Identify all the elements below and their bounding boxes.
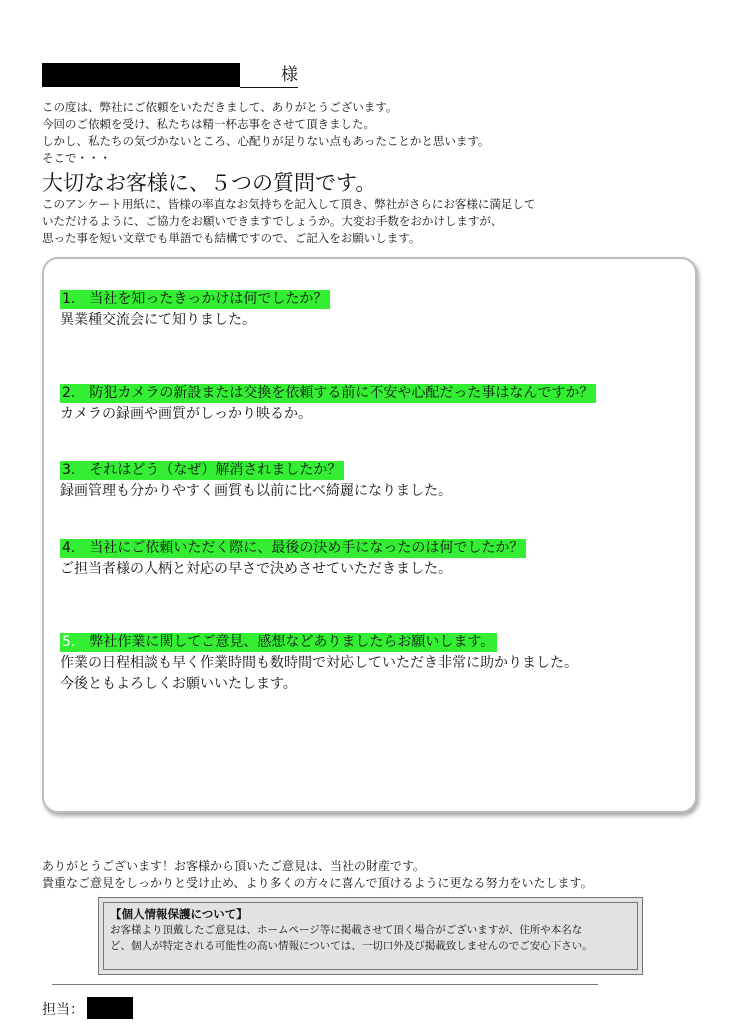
question-1 bbox=[60, 290, 330, 309]
question-number: 5. bbox=[62, 634, 76, 650]
question-number: 2. bbox=[62, 385, 76, 401]
answer-1: 異業種交流会にて知りました。 bbox=[60, 312, 256, 328]
answer-5-line-2: 今後ともよろしくお願いいたします。 bbox=[60, 676, 297, 692]
privacy-line-1: お客様より頂戴したご意見は、ホームページ等に掲載させて頂く場合がございますが、住所や本名な bbox=[110, 924, 583, 936]
answer-2: カメラの録画や画質がしっかり映るか。 bbox=[60, 406, 312, 422]
intro-line-1: この度は、弊社にご依頼をいただきまして、ありがとうございます。 bbox=[42, 100, 398, 114]
privacy-title: 【個人情報保護について】 bbox=[110, 907, 248, 921]
intro-line-4: そこで・・・ bbox=[42, 151, 111, 165]
answer-4: ご担当者様の人柄と対応の早さで決めさせていただきました。 bbox=[60, 561, 452, 577]
answer-5-line-1: 作業の日程相談も早く作業時間も数時間で対応していただき非常に助かりました。 bbox=[60, 655, 578, 671]
survey-box bbox=[42, 257, 697, 813]
request-line-1: このアンケート用紙に、皆様の率直なお気持ちを記入して頂き、弊社がさらにお客様に満足して bbox=[42, 197, 536, 211]
intro-line-3: しかし、私たちの気づかないところ、心配りが足りない点もあったことかと思います。 bbox=[42, 134, 490, 148]
question-text: 防犯カメラの新設または交換を依頼する前に不安や心配だった事はなんですか？ bbox=[89, 385, 594, 401]
question-number: 3. bbox=[62, 462, 76, 478]
intro-line-2: 今回のご依頼を受け、私たちは精一杯志事をさせて頂きました。 bbox=[42, 117, 376, 131]
staff-label: 担当： bbox=[42, 1002, 84, 1018]
question-4 bbox=[60, 539, 526, 558]
divider bbox=[52, 984, 598, 985]
question-text: それはどう（なぜ）解消されましたか？ bbox=[89, 462, 342, 478]
thanks-line-2: 貴重なご意見をしっかりと受け止め、より多くの方々に喜んで頂けるように更なる努力をいたします。 bbox=[42, 876, 593, 890]
thanks-line-1: ありがとうございます！お客様から頂いたご意見は、当社の財産です。 bbox=[42, 859, 426, 873]
question-number: 4. bbox=[62, 540, 76, 556]
redacted-staff-name bbox=[87, 997, 133, 1019]
redacted-customer-name bbox=[42, 63, 240, 87]
question-text: 当社にご依頼いただく際に、最後の決め手になったのは何でしたか？ bbox=[89, 540, 524, 556]
request-line-2: いただけるように、ご協力をお願いできますでしょうか。大変お手数をおかけしますが、 bbox=[42, 214, 503, 228]
privacy-line-2: ど、個人が特定される可能性の高い情報については、一切口外及び掲載致しませんのでご安心下さい。 bbox=[110, 940, 593, 952]
headline: 大切なお客様に、５つの質問です。 bbox=[42, 171, 377, 195]
question-text: 当社を知ったきっかけは何でしたか？ bbox=[89, 291, 328, 307]
answer-3: 録画管理も分かりやすく画質も以前に比べ綺麗になりました。 bbox=[60, 483, 452, 499]
honorific: 様 bbox=[240, 62, 298, 88]
question-5 bbox=[60, 633, 497, 652]
question-3 bbox=[60, 461, 344, 480]
question-2 bbox=[60, 384, 596, 403]
question-number: 1. bbox=[62, 291, 76, 307]
request-line-3: 思った事を短い文章でも単語でも結構ですので、ご記入をお願いします。 bbox=[42, 231, 421, 245]
question-text: 弊社作業に関してご意見、感想などありましたらお願いします。 bbox=[89, 634, 495, 650]
privacy-notice bbox=[98, 897, 643, 975]
